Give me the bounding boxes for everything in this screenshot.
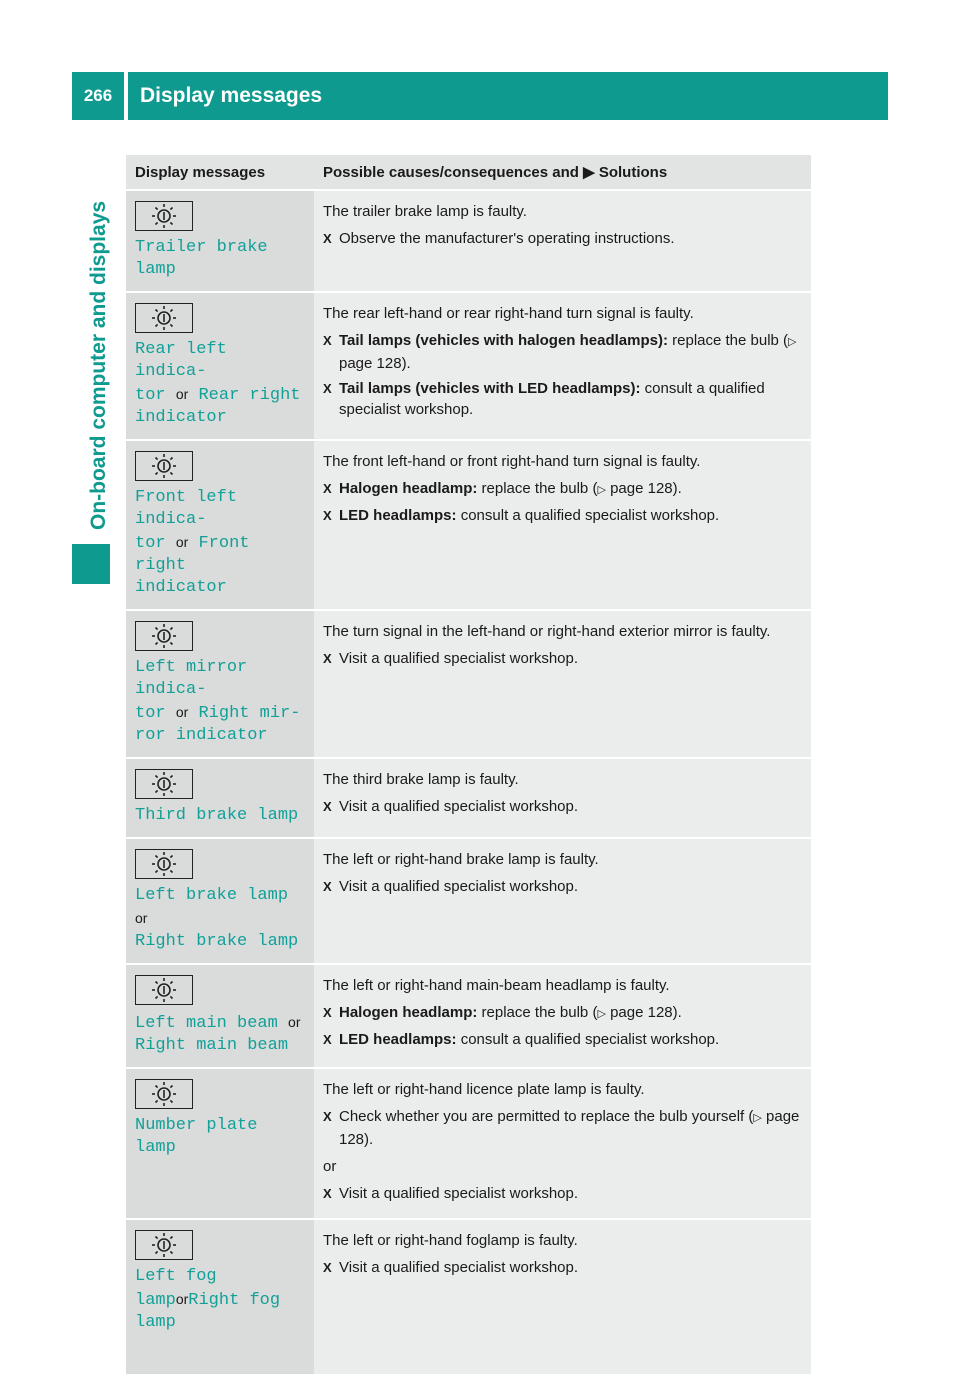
table-row bbox=[126, 964, 811, 1068]
page-ref-icon: ▷ bbox=[753, 1112, 762, 1124]
table-row bbox=[126, 838, 811, 964]
display-cell bbox=[126, 440, 314, 610]
display-cell bbox=[126, 292, 314, 440]
table-row bbox=[126, 292, 811, 440]
cause-text: The trailer brake lamp is faulty. bbox=[323, 203, 527, 220]
solution-cell bbox=[314, 610, 811, 758]
solution-step: X Visit a qualified specialist workshop. bbox=[323, 1185, 579, 1202]
solution-step: X Observe the manufacturer's operating instructions. bbox=[323, 230, 675, 247]
solution-step: X Visit a qualified specialist workshop. bbox=[323, 878, 579, 895]
cause-text: The turn signal in the left-hand or right-hand exterior mirror is faulty. bbox=[323, 623, 771, 640]
cause-text: The left or right-hand licence plate lamp is faulty. bbox=[323, 1081, 645, 1098]
display-message: Number plate lamp bbox=[135, 1116, 258, 1157]
solution-cell bbox=[314, 838, 811, 964]
solution-arrow-icon: ▶ bbox=[583, 164, 595, 181]
display-cell bbox=[126, 1219, 314, 1375]
table-row bbox=[126, 440, 811, 610]
lamp-icon bbox=[135, 1230, 193, 1260]
solution-step: X Tail lamps (vehicles with halogen headlamps): replace the bulb (▷ page 128). bbox=[323, 332, 797, 372]
display-cell bbox=[126, 758, 314, 838]
solution-cell bbox=[314, 758, 811, 838]
solution-cell bbox=[314, 440, 811, 610]
page-number: 266 bbox=[72, 72, 124, 120]
solution-cell bbox=[314, 292, 811, 440]
lamp-icon bbox=[135, 849, 193, 879]
display-message: Rear left indica- tor or Rear right indicator bbox=[135, 340, 301, 427]
page-ref-icon: ▷ bbox=[597, 484, 606, 496]
lamp-icon bbox=[135, 621, 193, 651]
page-title: Display messages bbox=[128, 72, 888, 120]
display-message: Left mirror indica- tor or Right mir- ror indicator bbox=[135, 658, 301, 745]
cause-text: The third brake lamp is faulty. bbox=[323, 771, 519, 788]
display-cell bbox=[126, 964, 314, 1068]
display-message: Trailer brake lamp bbox=[135, 238, 268, 279]
solution-step: X Visit a qualified specialist workshop. bbox=[323, 798, 579, 815]
or-text: or bbox=[323, 1158, 337, 1175]
solution-step: X LED headlamps: consult a qualified specialist workshop. bbox=[323, 507, 720, 524]
column-header-solutions: Possible causes/consequences and ▶ Solutions bbox=[314, 155, 811, 190]
solution-cell bbox=[314, 190, 811, 292]
display-message: Left brake lamp or Right brake lamp bbox=[135, 886, 299, 951]
display-cell bbox=[126, 190, 314, 292]
lamp-icon bbox=[135, 769, 193, 799]
cause-text: The left or right-hand main-beam headlamp is faulty. bbox=[323, 977, 670, 994]
lamp-icon bbox=[135, 201, 193, 231]
display-cell bbox=[126, 1068, 314, 1219]
display-messages-table bbox=[126, 155, 811, 1376]
table-header-row bbox=[126, 155, 811, 190]
section-side-label: On-board computer and displays bbox=[87, 200, 110, 530]
cause-text: The front left-hand or front right-hand turn signal is faulty. bbox=[323, 453, 701, 470]
solution-step: X Halogen headlamp: replace the bulb (▷ page 128). bbox=[323, 480, 682, 497]
solution-cell bbox=[314, 1068, 811, 1219]
table-row bbox=[126, 1219, 811, 1375]
lamp-icon bbox=[135, 303, 193, 333]
solution-step: X Visit a qualified specialist workshop. bbox=[323, 1259, 579, 1276]
page-ref-icon: ▷ bbox=[788, 336, 797, 348]
solution-step: X LED headlamps: consult a qualified specialist workshop. bbox=[323, 1031, 720, 1048]
solution-cell bbox=[314, 964, 811, 1068]
solution-step: X Halogen headlamp: replace the bulb (▷ page 128). bbox=[323, 1004, 682, 1021]
display-message: Front left indica- tor or Front right indicator bbox=[135, 488, 250, 597]
lamp-icon bbox=[135, 451, 193, 481]
display-cell bbox=[126, 610, 314, 758]
solution-cell bbox=[314, 1219, 811, 1375]
table-row bbox=[126, 610, 811, 758]
solution-step: X Check whether you are permitted to replace the bulb yourself (▷ page 128). bbox=[323, 1108, 800, 1148]
cause-text: The rear left-hand or rear right-hand turn signal is faulty. bbox=[323, 305, 694, 322]
column-header-display: Display messages bbox=[126, 155, 314, 190]
lamp-icon bbox=[135, 975, 193, 1005]
display-message: Third brake lamp bbox=[135, 806, 299, 825]
table-row bbox=[126, 1068, 811, 1219]
cause-text: The left or right-hand foglamp is faulty. bbox=[323, 1232, 578, 1249]
display-message: Left main beam or Right main beam bbox=[135, 1014, 301, 1055]
cause-text: The left or right-hand brake lamp is faulty. bbox=[323, 851, 599, 868]
display-cell bbox=[126, 838, 314, 964]
table-row bbox=[126, 758, 811, 838]
solution-step: X Visit a qualified specialist workshop. bbox=[323, 650, 579, 667]
table-row bbox=[126, 190, 811, 292]
side-tab-marker bbox=[72, 544, 110, 584]
display-message: Left fog lamporRight fog lamp bbox=[135, 1267, 281, 1332]
lamp-icon bbox=[135, 1079, 193, 1109]
page-ref-icon: ▷ bbox=[597, 1008, 606, 1020]
solution-step: X Tail lamps (vehicles with LED headlamps): consult a qualified specialist workshop. bbox=[323, 380, 765, 418]
